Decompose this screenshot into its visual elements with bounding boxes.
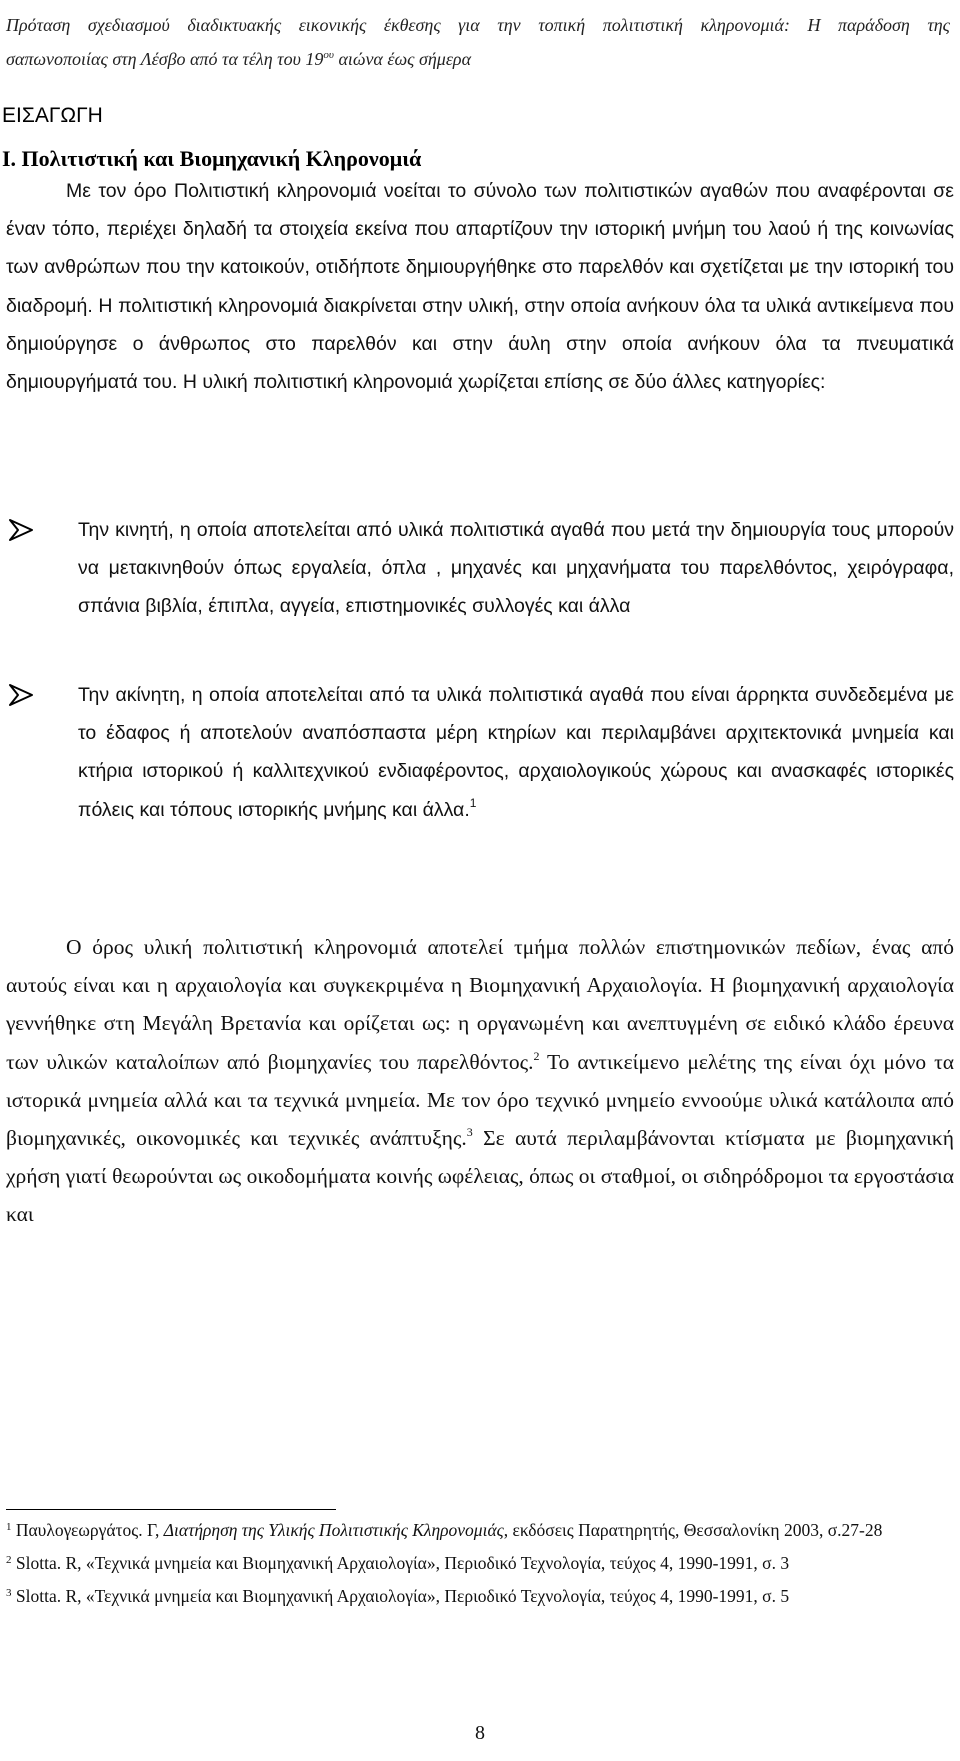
page-number: 8 [475,1722,485,1744]
running-header-line2 [6,40,950,74]
footnotes-section [6,1515,954,1614]
paragraph-cultural-heritage: Με τον όρο Πολιτιστική κληρονομιά νοείται το σύνολο των πολιτιστικών αγαθών που αναφέρονται σε έναν τόπο, περιέχει δηλαδή τα στοιχεία εκείνα που απαρτίζουν την ιστορική μνήμη του λαού ή της κοινωνίας των ανθρώπων που την κατοικούν, οτιδήποτε δημιουργήθηκε στο παρελθόν και σχετίζεται με την ιστορική του διαδρομή. Η πολιτιστική κληρονομιά διακρίνεται στην υλική, στην οποία ανήκουν όλα τα υλικά αντικείμενα που δημιούργησε ο άνθρωπος στο παρελθόν και στην άυλη στην οποία ανήκουν όλα τα πνευματικά δημιουργήματά του. Η υλική πολιτιστική κληρονομιά χωρίζεται επίσης σε δύο άλλες κατηγορίες: [6,180,954,394]
footnote-number: 3 [6,1587,12,1599]
footnote-3 [6,1581,954,1608]
footnote-ref-2[interactable]: 2 [533,1048,540,1063]
arrowhead-bullet-icon [8,684,34,706]
footnote-3-text: Slotta. R, «Τεχνικά μνημεία και Βιομηχανική Αρχαιολογία», Περιοδικό Τεχνολογία, τεύχος 4, 1990-1991, σ. 5 [11,1586,790,1606]
running-header-line2-end: αιώνα έως σήμερα [333,49,472,69]
footnote-1 [6,1515,954,1542]
running-header [6,10,950,74]
bullet-text-immovable [78,676,954,829]
paragraph-industrial-archaeology-part2: Το αντικείμενο μελέτης της είναι όχι μόνο τα ιστορικά μνημεία αλλά και τα τεχνικά μνημεία. Με τον όρο τεχνικό μνημείο εννοούμε υλικά κατάλοιπα από βιομηχανικές, οικονομικές και τεχνικές ανάπτυξης. [6,1049,954,1151]
paragraph-industrial-archaeology-part1: Ο όρος υλική πολιτιστική κληρονομιά αποτελεί τμήμα πολλών επιστημονικών πεδίων, ένας από αυτούς είναι και η αρχαιολογία και συγκεκριμένα η Βιομηχανική Αρχαιολογία. Η βιομηχανική αρχαιολογία γεννήθηκε στη Μεγάλη Βρετανία και ορίζεται ως: η οργανωμένη και ανεπτυγμένη σε ειδικό κλάδο έρευνα των υλικών καταλοίπων από βιομηχανίες του παρελθόντος. [6,935,954,1074]
footnote-number: 1 [6,1521,12,1533]
footnote-1-title: Διατήρηση της Υλικής Πολιτιστικής Κληρονομιάς [163,1520,504,1540]
footnote-1-publication: , εκδόσεις Παρατηρητής, Θεσσαλονίκη 2003, σ.27-28 [503,1520,883,1540]
running-header-line2-start: σαπωνοποιίας στη Λέσβο από τα τέλη του 19 [6,49,324,69]
footnote-ref-3[interactable]: 3 [466,1125,473,1140]
paragraph-industrial-archaeology [6,928,954,1234]
footnote-2 [6,1548,954,1575]
footnote-separator [6,1509,336,1510]
bullet-text-immovable-body: Την ακίνητη, η οποία αποτελείται από τα υλικά πολιτιστικά αγαθά που είναι άρρηκτα συνδεδεμένα με το έδαφος ή αποτελούν αναπόσπαστα μέρη κτηρίων και περιλαμβάνει αρχιτεκτονικά μνημεία και κτήρια ιστορικού ή καλλιτεχνικού ενδιαφέροντος, αρχαιολογικούς χώρους και ανασκαφές ιστορικές πόλεις και τόπους ιστορικής μνήμης και άλλα. [78,684,954,821]
footnote-1-author: Παυλογεωργάτος. Γ, [11,1520,164,1540]
century-ordinal-superscript: ου [323,49,334,61]
section-heading: Ι. Πολιτιστική και Βιομηχανική Κληρονομιά [2,146,422,171]
footnote-ref-1[interactable]: 1 [469,795,477,810]
paragraph-industrial-archaeology-part3: Σε αυτά περιλαμβάνονται κτίσματα με βιομηχανική χρήση γιατί θεωρούνται ως οικοδομήματα κοινής ωφέλειας, όπως οι σταθμοί, οι σιδηρόδρομοι τα εργοστάσια και [6,1126,954,1227]
chapter-heading: ΕΙΣΑΓΩΓΗ [2,104,103,127]
footnote-number: 2 [6,1554,12,1566]
bullet-text-movable: Την κινητή, η οποία αποτελείται από υλικά πολιτιστικά αγαθά που μετά την δημιουργία τους μπορούν να μετακινηθούν όπως εργαλεία, όπλα , μηχανές και μηχανήματα του παρελθόντος, χειρόγραφα, σπάνια βιβλία, έπιπλα, αγγεία, επιστημονικές συλλογές και άλλα [78,519,954,618]
running-header-line1: Πρόταση σχεδιασμού διαδικτυακής εικονικής έκθεσης για την τοπική πολιτιστική κληρονομιά: Η παράδοση της [6,15,950,35]
footnote-2-text: Slotta. R, «Τεχνικά μνημεία και Βιομηχανική Αρχαιολογία», Περιοδικό Τεχνολογία, τεύχος 4, 1990-1991, σ. 3 [11,1553,790,1573]
arrowhead-bullet-icon [8,519,34,541]
